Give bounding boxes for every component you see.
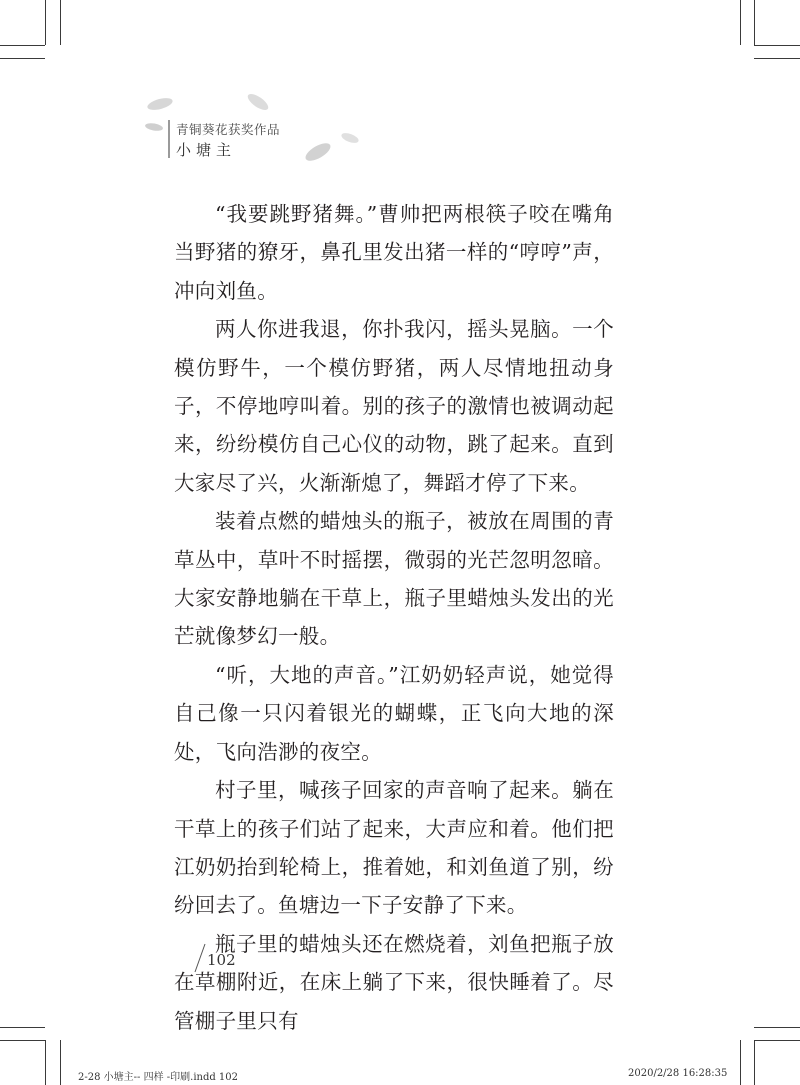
slug-file-info: 2-28 小塘主-- 四样 -印刷.indd 102 — [78, 1072, 239, 1083]
crop-mark-bottom-left-horizontal-inner — [0, 1040, 45, 1041]
paragraph: 瓶子里的蜡烛头还在燃烧着，刘鱼把瓶子放在草棚附近，在床上躺了下来，很快睡着了。尽管棚子里只有 — [174, 931, 614, 1033]
petal-shape — [303, 140, 333, 164]
petal-shape — [245, 91, 270, 113]
petal-decoration — [0, 0, 800, 200]
crop-mark-bottom-right-horizontal — [754, 1027, 800, 1028]
crop-mark-bottom-left-horizontal — [0, 1027, 45, 1028]
paragraph: “我要跳野猪舞。”曹帅把两根筷子咬在嘴角当野猪的獠牙，鼻孔里发出猪一样的“哼哼”声，冲向刘鱼。 — [174, 202, 614, 303]
crop-mark-bottom-right-vertical-inner — [740, 1040, 741, 1085]
crop-mark-bottom-right-horizontal-inner — [754, 1040, 800, 1041]
paragraph: “听，大地的声音。”江奶奶轻声说，她觉得自己像一只闪着银光的蝴蝶，正飞向大地的深处，飞向浩渺的夜空。 — [174, 662, 614, 764]
series-title: 青铜葵花获奖作品 — [176, 122, 281, 137]
page-number: 102 — [207, 951, 236, 969]
crop-mark-bottom-left-vertical-inner — [60, 1040, 61, 1085]
petal-shape — [146, 96, 174, 112]
crop-mark-bottom-left-vertical — [45, 1040, 46, 1085]
book-title: 小塘主 — [176, 141, 237, 159]
paragraph: 村子里，喊孩子回家的声音响了起来。躺在干草上的孩子们站了起来，大声应和着。他们把江奶奶抬到轮椅上，推着她，和刘鱼道了别，纷纷回去了。鱼塘边一下子安静了下来。 — [174, 778, 614, 918]
crop-mark-bottom-right-vertical — [754, 1040, 755, 1085]
folio-slash — [193, 943, 207, 973]
petal-shape — [340, 131, 360, 145]
paragraph: 装着点燃的蜡烛头的瓶子，被放在周围的青草丛中，草叶不时摇摆，微弱的光芒忽明忽暗。大家安静地躺在干草上，瓶子里蜡烛头发出的光芒就像梦幻一般。 — [174, 509, 614, 649]
slug-timestamp: 2020/2/28 16:28:35 — [628, 1068, 728, 1079]
paragraph: 两人你进我退，你扑我闪，摇头晃脑。一个模仿野牛，一个模仿野猪，两人尽情地扭动身子，不停地哼叫着。别的孩子的激情也被调动起来，纷纷模仿自己心仪的动物，跳了起来。直到大家尽了兴，火渐渐熄了，舞蹈才停了下来。 — [174, 317, 614, 495]
header-rule — [168, 120, 170, 158]
petal-shape — [145, 122, 164, 132]
body-text — [174, 195, 614, 1040]
